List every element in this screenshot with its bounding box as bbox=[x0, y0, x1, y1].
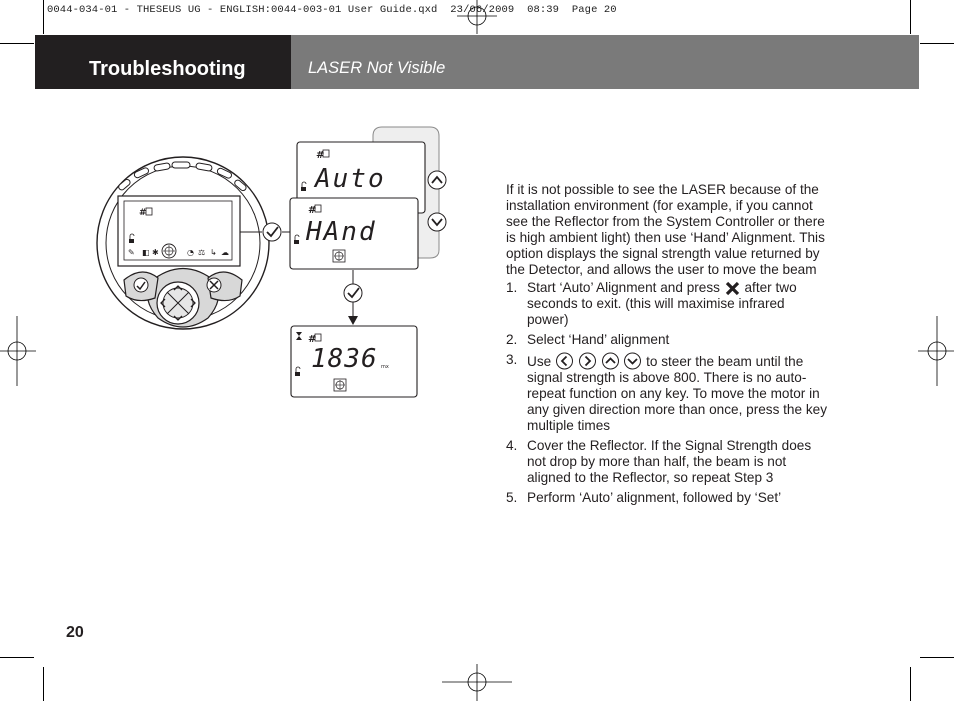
chevron-right-icon bbox=[578, 352, 597, 370]
step-5 bbox=[506, 490, 828, 506]
auto-screen-text: Auto bbox=[315, 164, 386, 194]
hand-indicator: # bbox=[308, 205, 317, 216]
section-title: Troubleshooting bbox=[89, 58, 246, 80]
step-text: to steer the beam until the signal strength is above 800. There is no auto-repeat function on any key. To move the motor in any given direction more than once, press the key multiple times bbox=[527, 354, 827, 433]
svg-text:◧: ◧ bbox=[142, 248, 150, 257]
svg-text:☁: ☁ bbox=[221, 248, 229, 257]
svg-text:✱: ✱ bbox=[152, 248, 159, 257]
page-number: 20 bbox=[66, 624, 84, 641]
step-number: 3. bbox=[506, 352, 518, 367]
step-number: 1. bbox=[506, 280, 518, 295]
chevron-down-icon bbox=[623, 352, 642, 370]
auto-indicator: # bbox=[316, 150, 325, 161]
step-number: 4. bbox=[506, 438, 518, 453]
intro-paragraph: If it is not possible to see the LASER because of the installation environment (for example, if you cannot see the Reflector from the System Controller or there is high ambient light) then use ‘Hand’ Alignment. This option displays the signal strength value returned by the Detector, and allows the user to move the beam bbox=[506, 182, 825, 277]
step-text: Perform ‘Auto’ alignment, followed by ‘Set’ bbox=[527, 490, 782, 505]
instructions bbox=[506, 182, 828, 510]
section-subtitle: LASER Not Visible bbox=[308, 59, 446, 77]
step-text: Cover the Reflector. If the Signal Strength does not drop by more than half, the beam is not aligned to the Reflector, so repeat Step 3 bbox=[527, 438, 812, 485]
chevron-up-icon bbox=[601, 352, 620, 370]
system-controller bbox=[97, 157, 269, 329]
step-4 bbox=[506, 438, 828, 486]
step-text: Use bbox=[527, 354, 552, 369]
step-2 bbox=[506, 332, 828, 348]
step-3 bbox=[506, 352, 828, 434]
print-slug: 0044-034-01 - THESEUS UG - ENGLISH:0044-003-01 User Guide.qxd 23/06/2009 08:39 Page 20 bbox=[47, 4, 617, 16]
step-number: 2. bbox=[506, 332, 518, 347]
svg-text:◔: ◔ bbox=[187, 248, 194, 257]
step-text: Start ‘Auto’ Alignment and press bbox=[527, 280, 720, 295]
step-text: after two seconds to exit. (this will maximise infrared power) bbox=[527, 280, 797, 327]
step-list bbox=[506, 280, 828, 506]
chevron-left-icon bbox=[555, 352, 574, 370]
step-1 bbox=[506, 280, 828, 328]
svg-text:✎: ✎ bbox=[128, 248, 135, 257]
value-indicator: # bbox=[308, 334, 317, 345]
signal-unit: mx bbox=[381, 364, 389, 370]
svg-text:↳: ↳ bbox=[210, 248, 217, 257]
hand-screen-text: HAnd bbox=[306, 217, 377, 247]
signal-value: 1836 bbox=[311, 344, 378, 374]
step-text: Select ‘Hand’ alignment bbox=[527, 332, 670, 347]
step-number: 5. bbox=[506, 490, 518, 505]
svg-text:#: # bbox=[139, 208, 147, 218]
svg-text:⚖: ⚖ bbox=[198, 248, 206, 257]
cross-icon bbox=[724, 281, 741, 296]
